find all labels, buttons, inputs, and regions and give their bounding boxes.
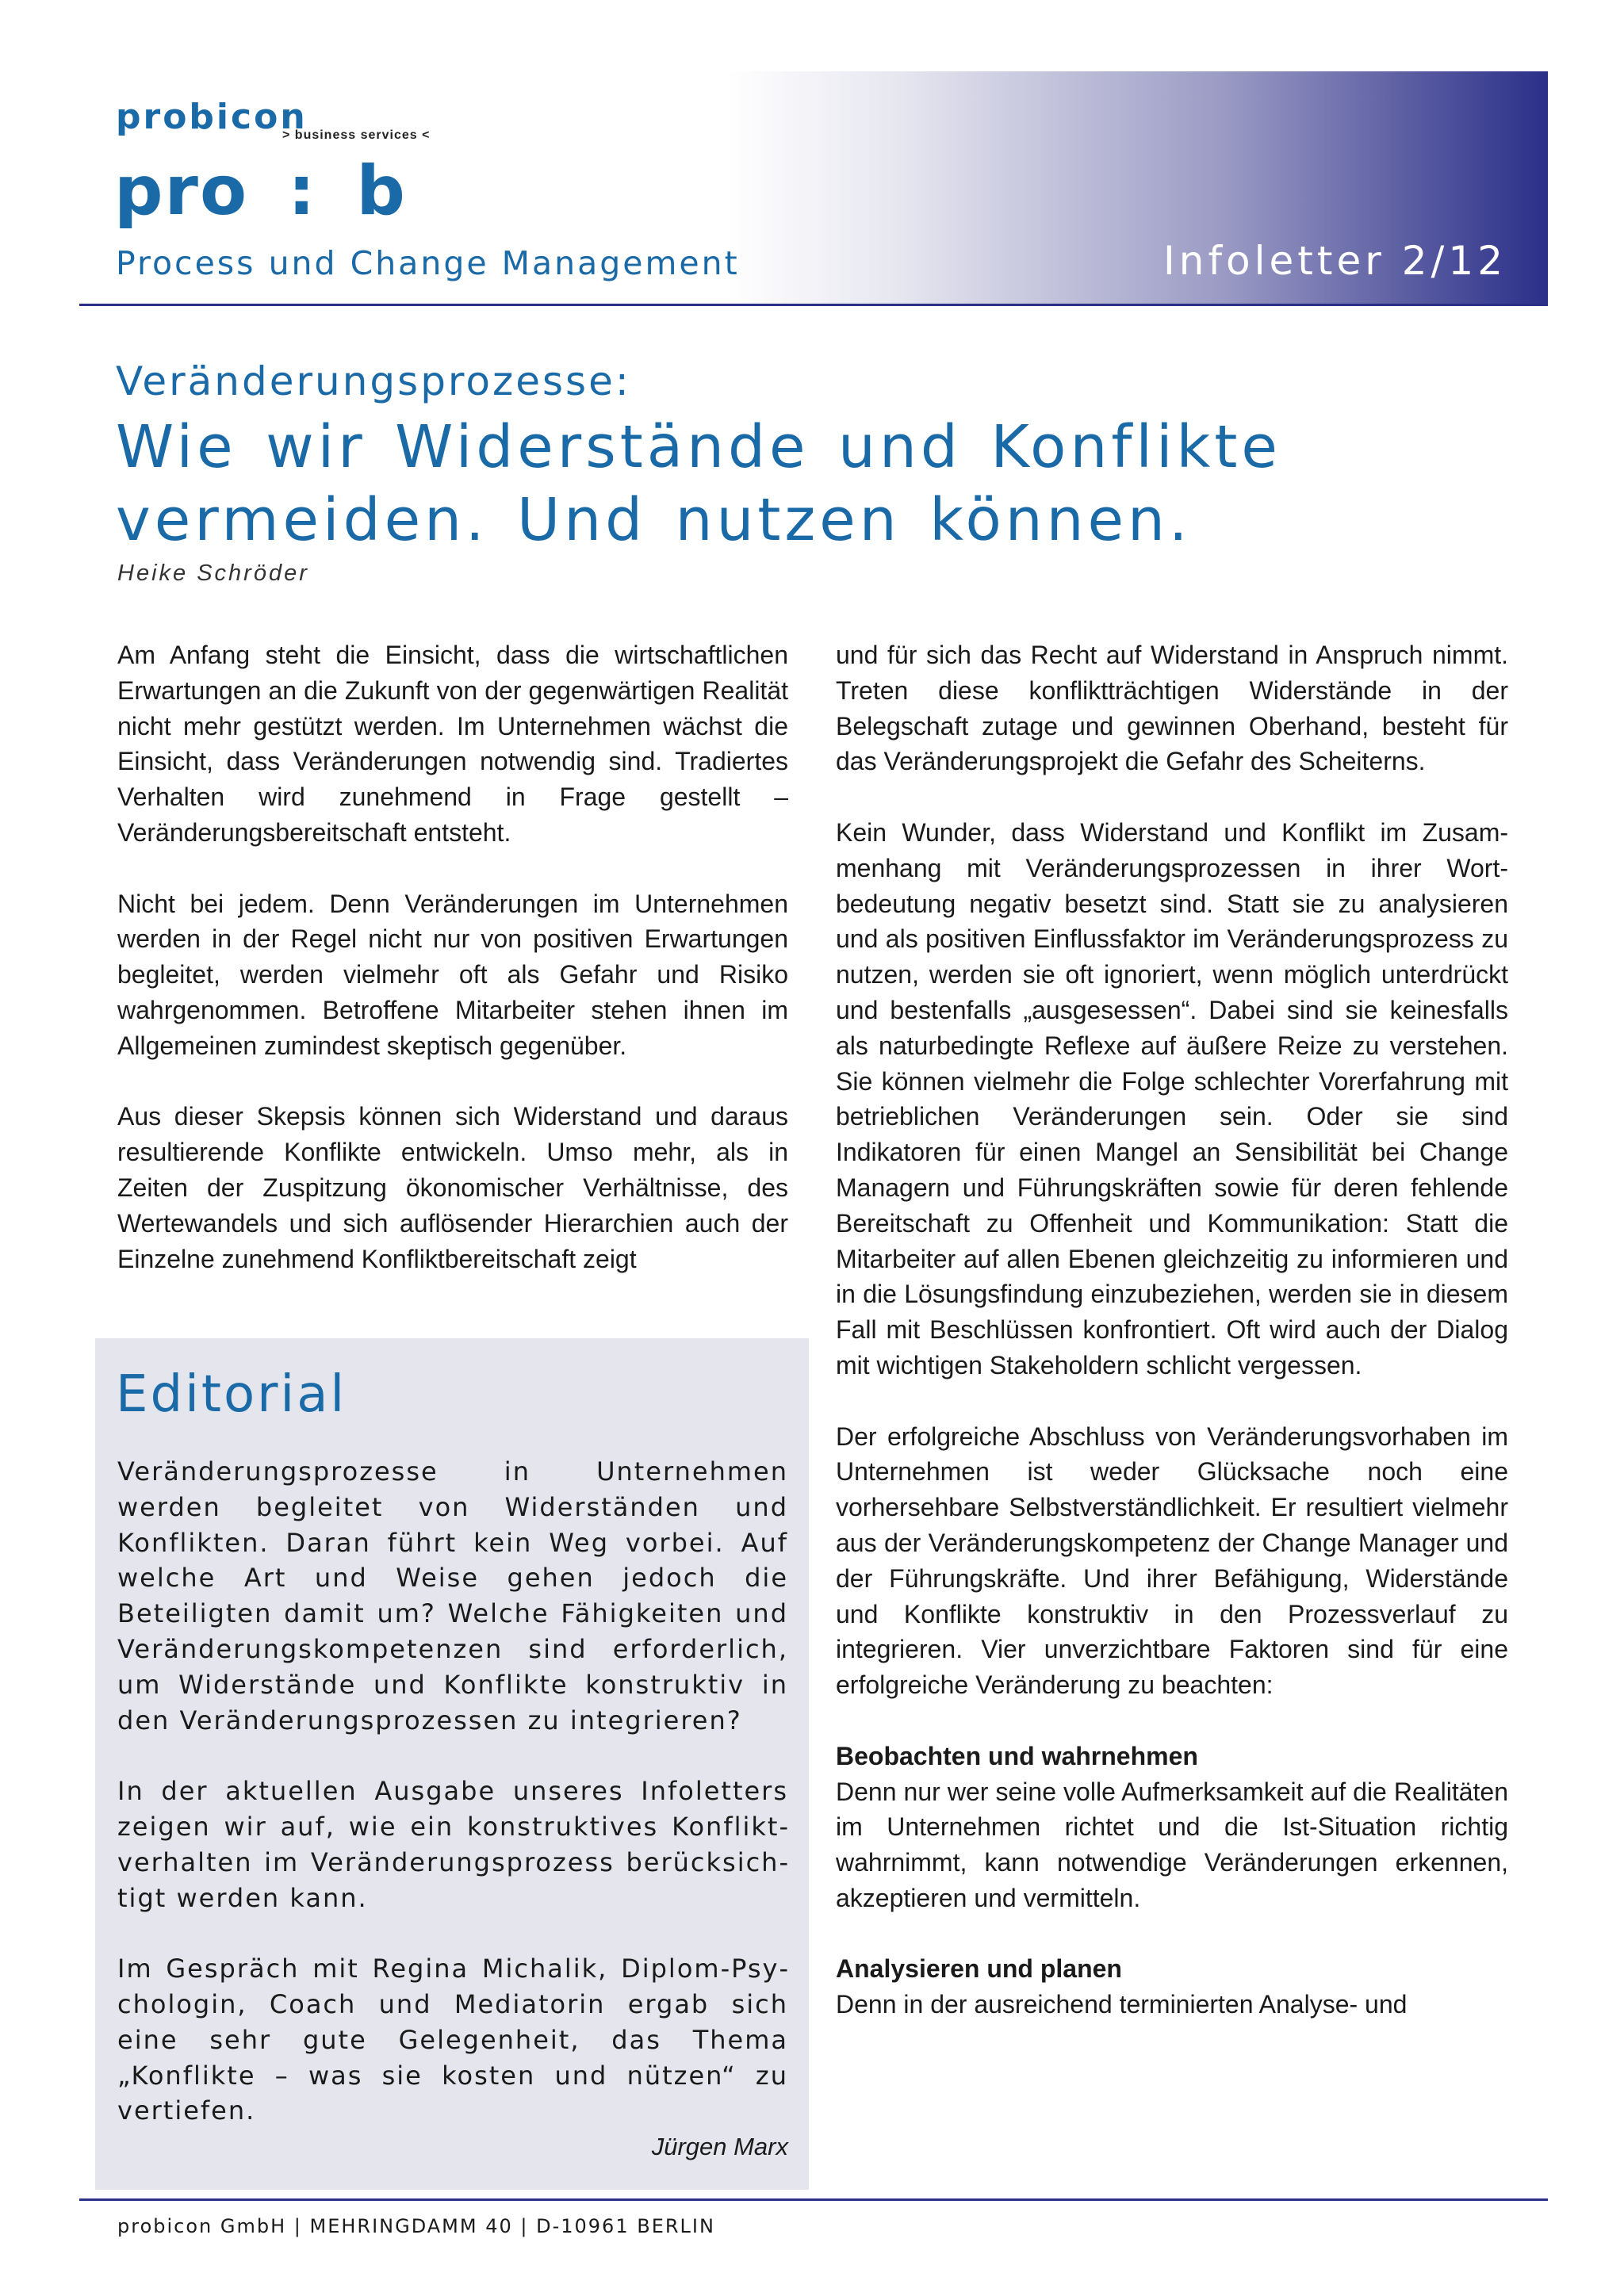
- paragraph: Am Anfang steht die Einsicht, dass die wirtschaftlichen Erwartungen an die Zukunft von der gegenwärtigen Realität nicht mehr gestützt werden. Im Unternehmen wächst die Einsicht, dass Veränderungen notwendig sind. Tradiertes Verhalten wird zunehmend in Frage gestellt – Veränderungsbereitschaft entsteht.: [117, 641, 788, 847]
- paragraph: Kein Wunder, dass Widerstand und Konflikt im Zusammenhang mit Veränderungsprozessen in ihrer Wortbedeutung negativ besetzt sind. Statt sie zu analysieren und als positiven Einflussfaktor im Veränderungsprozess zu nutzen, werden sie oft ignoriert, wenn möglich unterdrückt und bestenfalls „ausgesessen“. Dabei sind sie keinesfalls als naturbedingte Reflexe auf äußere Reize zu verstehen. Sie können vielmehr die Folge schlechter Vorerfahrung mit betrieblichen Veränderungen sein. Oder sie sind Indikatoren für einen Mangel an Sensibilität bei Change Managern und Führungskräften sowie für deren fehlende Bereitschaft zu Offenheit und Kommunikation: Statt die Mitarbeiter auf allen Ebenen gleichzeitig zu informieren und in die Lösungsfindung einzubeziehen, werden sie in diesem Fall mit Beschlüssen konfrontiert. Oft wird auch der Dialog mit wichtigen Stakeholdern schlicht vergessen.: [836, 817, 1508, 1380]
- article-headline: Wie wir Widerstände und Konflikte vermeiden. Und nutzen können.: [116, 413, 1281, 554]
- brand-title: pro : b: [114, 151, 407, 231]
- paragraph: Der erfolgreiche Abschluss von Veränderungsvorhaben im Unternehmen ist weder Glücksache noch eine vorhersehbare Selbstverständlichkeit. Er resultiert vielmehr aus der Veränderungskompetenz der Change Manager und der Führungskräfte. Und ihrer Befähigung, Widerstände und Konflikte konstruktiv in den Prozessverlauf zu integrieren. Vier unverzichtbare Faktoren sind für eine erfolgreiche Veränderung zu beachten:: [836, 1422, 1508, 1700]
- logo-subtitle: > business services <: [282, 128, 431, 142]
- header-divider: [79, 304, 1548, 306]
- article-author: Heike Schröder: [117, 561, 309, 586]
- section-heading: Beobachten und wahrnehmen: [836, 1741, 1198, 1770]
- paragraph: Denn nur wer seine volle Aufmerksamkeit auf die Realitäten im Unternehmen richtet und die Ist-Situation richtig wahrnimmt, kann notwendige Veränderungen erkennen, akzeptieren und vermitteln.: [836, 1777, 1508, 1912]
- editorial-body: [117, 1454, 788, 2164]
- paragraph: und für sich das Recht auf Widerstand in Anspruch nimmt. Treten diese konfliktträchtigen Widerstände in der Belegschaft zutage und gewinnen Oberhand, besteht für das Veränderungsprojekt die Gefahr des Scheiterns.: [836, 641, 1508, 776]
- paragraph: Aus dieser Skepsis können sich Widerstand und daraus resultierende Konflikte entwickeln. Umso mehr, als in Zeiten der Zuspitzung ökonomischer Verhältnisse, des Wertewandels und sich auflösender Hierarchien auch der Einzelne zunehmend Konfliktbereitschaft zeigt: [117, 1102, 788, 1273]
- issue-label: Infoletter 2/12: [1163, 238, 1507, 284]
- article-column-right: [836, 637, 1508, 2058]
- article-kicker: Veränderungsprozesse:: [116, 358, 631, 404]
- probicon-logo: probicon: [116, 97, 308, 137]
- footer-divider: [79, 2198, 1548, 2201]
- editorial-title: Editorial: [116, 1365, 347, 1424]
- paragraph: Denn in der ausreichend terminierten Analyse- und: [836, 1990, 1408, 2019]
- paragraph: Nicht bei jedem. Denn Veränderungen im Unternehmen werden in der Regel nicht nur von positiven Erwartungen begleitet, werden vielmehr oft als Gefahr und Risiko wahrgenommen. Betroffene Mitarbeiter stehen ihnen im Allgemeinen zumindest skeptisch gegenüber.: [117, 889, 788, 1060]
- section-heading: Analysieren und planen: [836, 1954, 1122, 1984]
- editorial-paragraph: Im Gespräch mit Regina Michalik, Diplom-Psychologin, Coach und Mediatorin ergab sich eine sehr gute Gelegenheit, das Thema „Konflikte – was sie kosten und nützen“ zu vertiefen.: [117, 1954, 788, 2126]
- editorial-signature: Jürgen Marx: [651, 2133, 788, 2160]
- editorial-paragraph: In der aktuellen Ausgabe unseres Infoletters zeigen wir auf, wie ein konstruktives Konfliktverhalten im Veränderungsprozess berücksichtigt werden kann.: [117, 1776, 788, 1913]
- footer-address: probicon GmbH | MEHRINGDAMM 40 | D-10961 BERLIN: [117, 2215, 715, 2237]
- brand-subtitle: Process und Change Management: [116, 244, 740, 282]
- editorial-paragraph: Veränderungsprozesse in Unternehmen werden begleitet von Widerständen und Konflikten. Daran führt kein Weg vorbei. Auf welche Art und Weise gehen jedoch die Beteiligten damit um? Welche Fähigkeiten und Veränderungskompetenzen sind erforderlich, um Widerstände und Konflikte konstruktiv in den Veränderungsprozessen zu integrieren?: [117, 1456, 788, 1735]
- article-column-left: [117, 637, 788, 1312]
